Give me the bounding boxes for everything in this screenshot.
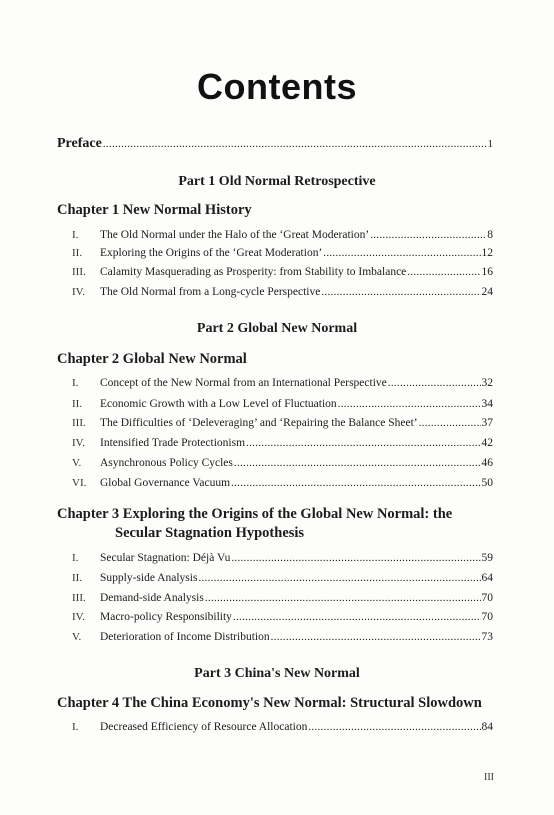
dot-leader: [338, 398, 481, 410]
entry-title: Asynchronous Policy Cycles: [100, 457, 233, 469]
toc-entry[interactable]: [72, 457, 493, 475]
page-number: 32: [481, 377, 493, 389]
entry-number: I.: [72, 229, 79, 241]
chapter-title: Chapter 3 Exploring the Origins of the Global New Normal: the: [57, 506, 453, 522]
entry-title: Secular Stagnation: Déjà Vu: [100, 552, 231, 564]
page-number: 8: [487, 229, 493, 241]
entry-number: II.: [72, 572, 83, 584]
entry-number: IV.: [72, 286, 85, 298]
page-number: 70: [481, 611, 493, 623]
entry-number: I.: [72, 552, 79, 564]
toc-entry[interactable]: [72, 437, 493, 455]
toc-entry[interactable]: [72, 721, 493, 739]
page-number: 59: [481, 552, 493, 564]
dot-leader: [198, 572, 480, 584]
page-number: 16: [481, 266, 493, 278]
entry-title: The Difficulties of ‘Deleveraging’ and ‘Repairing the Balance Sheet’: [100, 417, 418, 429]
entry-number: III.: [72, 592, 86, 604]
chapter-title: Chapter 2 Global New Normal: [57, 351, 247, 367]
page-number: 1: [487, 138, 493, 150]
entry-number: II.: [72, 398, 83, 410]
chapter-heading[interactable]: [57, 505, 497, 543]
chapter-heading[interactable]: [57, 350, 497, 369]
preface-label: Preface: [57, 136, 102, 151]
dot-leader: [233, 611, 481, 623]
dot-leader: [246, 437, 480, 449]
entry-title: Decreased Efficiency of Resource Allocation: [100, 721, 308, 733]
toc-entry[interactable]: [72, 592, 493, 610]
entry-number: IV.: [72, 611, 85, 623]
page-number: 37: [481, 417, 493, 429]
entry-title: The Old Normal under the Halo of the ‘Great Moderation’: [100, 229, 370, 241]
part-heading: Part 1 Old Normal Retrospective: [178, 174, 376, 189]
page-number: 50: [481, 477, 493, 489]
toc-entry[interactable]: [72, 286, 493, 304]
dot-leader: [234, 457, 481, 469]
entry-number: I.: [72, 377, 79, 389]
page-number: 84: [481, 721, 493, 733]
chapter-title: Chapter 4 The China Economy's New Normal: Structural Slowdown: [57, 695, 482, 711]
chapter-heading[interactable]: [57, 201, 497, 220]
toc-entry[interactable]: [72, 631, 493, 649]
toc-entry[interactable]: [72, 398, 493, 416]
dot-leader: [271, 631, 481, 643]
entry-title: Economic Growth with a Low Level of Fluctuation: [100, 398, 337, 410]
entry-title: Intensified Trade Protectionism: [100, 437, 246, 449]
entry-title: Demand-side Analysis: [100, 592, 204, 604]
entry-number: I.: [72, 721, 79, 733]
page-number: 46: [481, 457, 493, 469]
entry-title: Calamity Masquerading as Prosperity: from Stability to Imbalance: [100, 266, 407, 278]
entry-number: III.: [72, 266, 86, 278]
part-heading: Part 2 Global New Normal: [196, 321, 358, 336]
toc-entry[interactable]: [72, 266, 493, 284]
entry-number: II.: [72, 247, 83, 259]
page-number: 42: [481, 437, 493, 449]
page-number: 73: [481, 631, 493, 643]
toc-entry[interactable]: [72, 477, 493, 495]
dot-leader: [231, 477, 480, 489]
entry-number: V.: [72, 457, 82, 469]
toc-entry[interactable]: [72, 247, 493, 265]
toc-entry[interactable]: [72, 552, 493, 570]
entry-number: VI.: [72, 477, 87, 489]
page-number: 64: [481, 572, 493, 584]
page-number: 34: [481, 398, 493, 410]
toc-entry[interactable]: [72, 417, 493, 435]
dot-leader: [205, 592, 481, 604]
entry-title: Macro-policy Responsibility: [100, 611, 232, 623]
toc-entry[interactable]: [72, 229, 493, 247]
entry-number: V.: [72, 631, 82, 643]
chapter-title: Chapter 1 New Normal History: [57, 202, 252, 218]
entry-number: III.: [72, 417, 86, 429]
folio-page-number: III: [484, 772, 494, 783]
entry-number: IV.: [72, 437, 85, 449]
entry-title: Concept of the New Normal from an International Perspective: [100, 377, 387, 389]
entry-title: Deterioration of Income Distribution: [100, 631, 270, 643]
dot-leader: [419, 417, 481, 429]
page-number: 70: [481, 592, 493, 604]
page-number: 12: [481, 247, 493, 259]
entry-title: The Old Normal from a Long-cycle Perspective: [100, 286, 321, 298]
dot-leader: [370, 229, 486, 241]
dot-leader: [388, 377, 481, 389]
entry-title: Exploring the Origins of the ‘Great Moderation’: [100, 247, 323, 259]
entry-title: Global Governance Vacuum: [100, 477, 231, 489]
dot-leader: [323, 247, 480, 259]
page-title: Contents: [197, 66, 357, 107]
dot-leader: [321, 286, 480, 298]
toc-entry-preface[interactable]: [57, 136, 493, 152]
dot-leader: [231, 552, 480, 564]
dot-leader: [308, 721, 480, 733]
dot-leader: [103, 138, 487, 150]
toc-entry[interactable]: [72, 377, 493, 395]
toc-entry[interactable]: [72, 572, 493, 590]
dot-leader: [407, 266, 480, 278]
toc-entry[interactable]: [72, 611, 493, 629]
chapter-heading[interactable]: [57, 694, 497, 713]
chapter-title-continued: Secular Stagnation Hypothesis: [115, 525, 305, 541]
part-heading: Part 3 China's New Normal: [194, 666, 360, 681]
page-number: 24: [481, 286, 493, 298]
entry-title: Supply-side Analysis: [100, 572, 198, 584]
